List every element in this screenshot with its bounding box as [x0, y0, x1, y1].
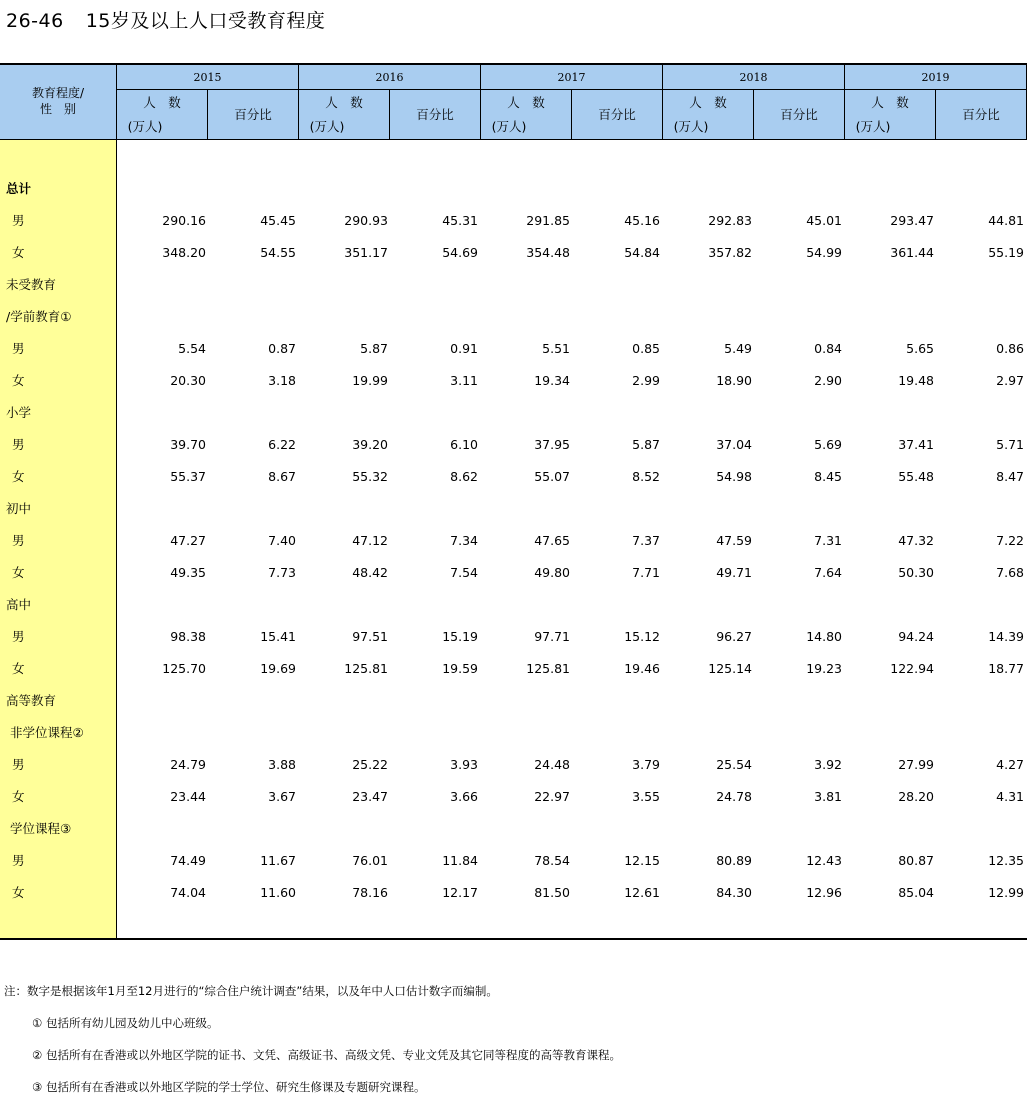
- sex-label: 女: [12, 245, 25, 260]
- year-header: 2016: [299, 65, 481, 90]
- count-cell: 5.49: [724, 341, 752, 356]
- percent-cell: 6.22: [268, 437, 296, 452]
- sex-label: 女: [12, 885, 25, 900]
- count-cell: 351.17: [344, 245, 388, 260]
- percent-cell: 14.39: [988, 629, 1024, 644]
- category-label: 高等教育: [6, 693, 57, 708]
- count-cell: 24.48: [534, 757, 570, 772]
- percent-cell: 15.41: [260, 629, 296, 644]
- count-cell: 85.04: [898, 885, 934, 900]
- table-header: [0, 65, 1027, 140]
- sex-label: 女: [12, 789, 25, 804]
- percent-cell: 3.92: [814, 757, 842, 772]
- percent-cell: 19.46: [624, 661, 660, 676]
- percent-cell: 8.45: [814, 469, 842, 484]
- percent-header: 百分比: [754, 90, 845, 139]
- percent-cell: 3.79: [632, 757, 660, 772]
- table-row: [0, 557, 1027, 589]
- count-cell: 97.51: [352, 629, 388, 644]
- percent-cell: 11.67: [260, 853, 296, 868]
- count-header: [663, 90, 754, 139]
- percent-cell: 7.40: [268, 533, 296, 548]
- percent-cell: 0.87: [268, 341, 296, 356]
- count-cell: 81.50: [534, 885, 570, 900]
- percent-cell: 12.61: [624, 885, 660, 900]
- count-header: [299, 90, 390, 139]
- count-cell: 19.48: [898, 373, 934, 388]
- percent-cell: 3.88: [268, 757, 296, 772]
- count-cell: 80.87: [898, 853, 934, 868]
- percent-cell: 2.97: [996, 373, 1024, 388]
- table-row: [0, 205, 1027, 237]
- table-row: [0, 781, 1027, 813]
- percent-cell: 0.84: [814, 341, 842, 356]
- count-cell: 78.16: [352, 885, 388, 900]
- percent-cell: 8.52: [632, 469, 660, 484]
- count-cell: 55.07: [534, 469, 570, 484]
- percent-cell: 12.96: [806, 885, 842, 900]
- category-label: /学前教育①: [6, 309, 72, 324]
- count-cell: 80.89: [716, 853, 752, 868]
- category-row: [0, 717, 1027, 749]
- count-cell: 55.32: [352, 469, 388, 484]
- table-row: [0, 653, 1027, 685]
- sex-label: 女: [12, 469, 25, 484]
- count-cell: 20.30: [170, 373, 206, 388]
- count-cell: 47.32: [898, 533, 934, 548]
- category-label: 非学位课程②: [10, 725, 84, 740]
- count-cell: 94.24: [898, 629, 934, 644]
- count-cell: 361.44: [890, 245, 934, 260]
- percent-cell: 11.84: [442, 853, 478, 868]
- count-cell: 55.48: [898, 469, 934, 484]
- note-main: 注：数字是根据该年1月至12月进行的“综合住户统计调查”结果，以及年中人口估计数字而编制。: [4, 984, 498, 998]
- percent-cell: 3.18: [268, 373, 296, 388]
- percent-cell: 7.71: [632, 565, 660, 580]
- table-row: [0, 461, 1027, 493]
- count-cell: 37.04: [716, 437, 752, 452]
- percent-cell: 12.99: [988, 885, 1024, 900]
- count-cell: 125.70: [162, 661, 206, 676]
- percent-cell: 45.31: [442, 213, 478, 228]
- count-cell: 125.14: [708, 661, 752, 676]
- percent-cell: 2.99: [632, 373, 660, 388]
- count-cell: 84.30: [716, 885, 752, 900]
- percent-cell: 0.85: [632, 341, 660, 356]
- percent-cell: 15.12: [624, 629, 660, 644]
- count-cell: 24.79: [170, 757, 206, 772]
- table-row: [0, 333, 1027, 365]
- percent-cell: 54.84: [624, 245, 660, 260]
- sex-label: 女: [12, 373, 25, 388]
- category-label: 学位课程③: [10, 821, 72, 836]
- percent-cell: 12.43: [806, 853, 842, 868]
- count-cell: 74.49: [170, 853, 206, 868]
- count-cell: 50.30: [898, 565, 934, 580]
- footnote-item: ② 包括所有在香港或以外地区学院的证书、文凭、高级证书、高级文凭、专业文凭及其它同等程度的高等教育课程。: [32, 1048, 621, 1062]
- category-label: 总计: [6, 181, 32, 196]
- percent-cell: 18.77: [988, 661, 1024, 676]
- table-code: 26-46: [6, 10, 64, 32]
- percent-cell: 3.93: [450, 757, 478, 772]
- corner-label-line2: 性 别: [39, 102, 76, 116]
- count-header-line1: 人 数: [689, 95, 727, 110]
- count-header-line1: 人 数: [325, 95, 363, 110]
- corner-label-line1: 教育程度/: [31, 86, 85, 100]
- table-row: [0, 237, 1027, 269]
- count-cell: 97.71: [534, 629, 570, 644]
- percent-cell: 7.37: [632, 533, 660, 548]
- percent-cell: 7.54: [450, 565, 478, 580]
- footnote-item: ① 包括所有幼儿园及幼儿中心班级。: [32, 1016, 219, 1030]
- count-cell: 292.83: [708, 213, 752, 228]
- count-cell: 37.41: [898, 437, 934, 452]
- percent-cell: 5.87: [632, 437, 660, 452]
- percent-cell: 3.55: [632, 789, 660, 804]
- count-header: [117, 90, 208, 139]
- percent-cell: 12.35: [988, 853, 1024, 868]
- count-header-line2: (万人): [309, 119, 345, 134]
- percent-cell: 54.99: [806, 245, 842, 260]
- percent-cell: 8.47: [996, 469, 1024, 484]
- percent-cell: 7.73: [268, 565, 296, 580]
- count-cell: 28.20: [898, 789, 934, 804]
- sex-label: 男: [12, 213, 25, 228]
- percent-cell: 44.81: [988, 213, 1024, 228]
- table-row: [0, 525, 1027, 557]
- year-header: 2019: [845, 65, 1027, 90]
- percent-header: 百分比: [572, 90, 663, 139]
- count-cell: 98.38: [170, 629, 206, 644]
- count-cell: 19.34: [534, 373, 570, 388]
- percent-header: 百分比: [936, 90, 1027, 139]
- header-corner: [0, 65, 117, 139]
- count-cell: 23.47: [352, 789, 388, 804]
- count-cell: 47.12: [352, 533, 388, 548]
- percent-cell: 12.15: [624, 853, 660, 868]
- percent-header: 百分比: [390, 90, 481, 139]
- year-header: 2018: [663, 65, 845, 90]
- percent-cell: 55.19: [988, 245, 1024, 260]
- table-title: 15岁及以上人口受教育程度: [85, 10, 326, 32]
- count-header-line1: 人 数: [507, 95, 545, 110]
- category-row: [0, 813, 1027, 845]
- table-row: [0, 621, 1027, 653]
- sex-label: 男: [12, 629, 25, 644]
- percent-cell: 11.60: [260, 885, 296, 900]
- count-cell: 19.99: [352, 373, 388, 388]
- percent-cell: 19.59: [442, 661, 478, 676]
- count-cell: 47.65: [534, 533, 570, 548]
- count-cell: 74.04: [170, 885, 206, 900]
- category-row: [0, 685, 1027, 717]
- percent-cell: 19.23: [806, 661, 842, 676]
- count-cell: 290.16: [162, 213, 206, 228]
- count-cell: 37.95: [534, 437, 570, 452]
- sex-label: 女: [12, 565, 25, 580]
- percent-cell: 45.45: [260, 213, 296, 228]
- count-cell: 49.35: [170, 565, 206, 580]
- table-row: [0, 845, 1027, 877]
- count-cell: 49.71: [716, 565, 752, 580]
- count-cell: 348.20: [162, 245, 206, 260]
- percent-cell: 12.17: [442, 885, 478, 900]
- count-header-line2: (万人): [127, 119, 163, 134]
- count-cell: 49.80: [534, 565, 570, 580]
- percent-cell: 3.11: [450, 373, 478, 388]
- table-row: [0, 365, 1027, 397]
- percent-cell: 45.16: [624, 213, 660, 228]
- percent-header: 百分比: [208, 90, 299, 139]
- count-cell: 357.82: [708, 245, 752, 260]
- count-header-line1: 人 数: [143, 95, 181, 110]
- table-row: [0, 877, 1027, 909]
- count-cell: 54.98: [716, 469, 752, 484]
- percent-cell: 8.67: [268, 469, 296, 484]
- category-label: 初中: [6, 501, 32, 516]
- percent-cell: 15.19: [442, 629, 478, 644]
- sex-label: 男: [12, 757, 25, 772]
- count-cell: 18.90: [716, 373, 752, 388]
- table-row: [0, 429, 1027, 461]
- count-header: [481, 90, 572, 139]
- footnote-item: ③ 包括所有在香港或以外地区学院的学士学位、研究生修课及专题研究课程。: [32, 1080, 426, 1094]
- sex-label: 男: [12, 341, 25, 356]
- count-cell: 76.01: [352, 853, 388, 868]
- count-cell: 293.47: [890, 213, 934, 228]
- sex-label: 男: [12, 853, 25, 868]
- count-cell: 47.59: [716, 533, 752, 548]
- count-cell: 25.54: [716, 757, 752, 772]
- count-cell: 125.81: [344, 661, 388, 676]
- count-header: [845, 90, 936, 139]
- sex-label: 男: [12, 533, 25, 548]
- count-cell: 125.81: [526, 661, 570, 676]
- footnotes: [4, 975, 621, 1103]
- count-cell: 55.37: [170, 469, 206, 484]
- percent-cell: 7.34: [450, 533, 478, 548]
- count-cell: 23.44: [170, 789, 206, 804]
- percent-cell: 54.69: [442, 245, 478, 260]
- percent-cell: 7.22: [996, 533, 1024, 548]
- category-label: 未受教育: [6, 277, 57, 292]
- count-cell: 290.93: [344, 213, 388, 228]
- percent-cell: 3.66: [450, 789, 478, 804]
- education-table: [0, 63, 1027, 940]
- count-header-line2: (万人): [855, 119, 891, 134]
- percent-cell: 14.80: [806, 629, 842, 644]
- category-row: [0, 493, 1027, 525]
- percent-cell: 4.31: [996, 789, 1024, 804]
- percent-cell: 0.91: [450, 341, 478, 356]
- count-cell: 122.94: [890, 661, 934, 676]
- category-label: 高中: [6, 597, 32, 612]
- category-label: 小学: [6, 405, 32, 420]
- category-row: [0, 269, 1027, 301]
- count-header-line1: 人 数: [871, 95, 909, 110]
- percent-cell: 7.31: [814, 533, 842, 548]
- percent-cell: 4.27: [996, 757, 1024, 772]
- count-cell: 354.48: [526, 245, 570, 260]
- count-cell: 24.78: [716, 789, 752, 804]
- percent-cell: 5.69: [814, 437, 842, 452]
- count-cell: 5.87: [360, 341, 388, 356]
- year-header: 2015: [117, 65, 299, 90]
- percent-cell: 7.68: [996, 565, 1024, 580]
- count-cell: 22.97: [534, 789, 570, 804]
- category-row: [0, 301, 1027, 333]
- percent-cell: 54.55: [260, 245, 296, 260]
- count-cell: 5.54: [178, 341, 206, 356]
- percent-cell: 3.67: [268, 789, 296, 804]
- category-row: [0, 173, 1027, 205]
- count-cell: 39.70: [170, 437, 206, 452]
- count-cell: 96.27: [716, 629, 752, 644]
- count-cell: 25.22: [352, 757, 388, 772]
- percent-cell: 6.10: [450, 437, 478, 452]
- percent-cell: 19.69: [260, 661, 296, 676]
- percent-cell: 0.86: [996, 341, 1024, 356]
- sex-label: 女: [12, 661, 25, 676]
- category-row: [0, 397, 1027, 429]
- count-cell: 27.99: [898, 757, 934, 772]
- percent-cell: 2.90: [814, 373, 842, 388]
- count-cell: 291.85: [526, 213, 570, 228]
- count-header-line2: (万人): [491, 119, 527, 134]
- percent-cell: 5.71: [996, 437, 1024, 452]
- count-cell: 5.65: [906, 341, 934, 356]
- percent-cell: 8.62: [450, 469, 478, 484]
- count-cell: 47.27: [170, 533, 206, 548]
- sex-label: 男: [12, 437, 25, 452]
- count-cell: 39.20: [352, 437, 388, 452]
- count-cell: 5.51: [542, 341, 570, 356]
- count-cell: 78.54: [534, 853, 570, 868]
- page-title: [6, 6, 325, 33]
- category-row: [0, 589, 1027, 621]
- percent-cell: 45.01: [806, 213, 842, 228]
- count-header-line2: (万人): [673, 119, 709, 134]
- percent-cell: 7.64: [814, 565, 842, 580]
- year-header: 2017: [481, 65, 663, 90]
- table-row: [0, 749, 1027, 781]
- count-cell: 48.42: [352, 565, 388, 580]
- percent-cell: 3.81: [814, 789, 842, 804]
